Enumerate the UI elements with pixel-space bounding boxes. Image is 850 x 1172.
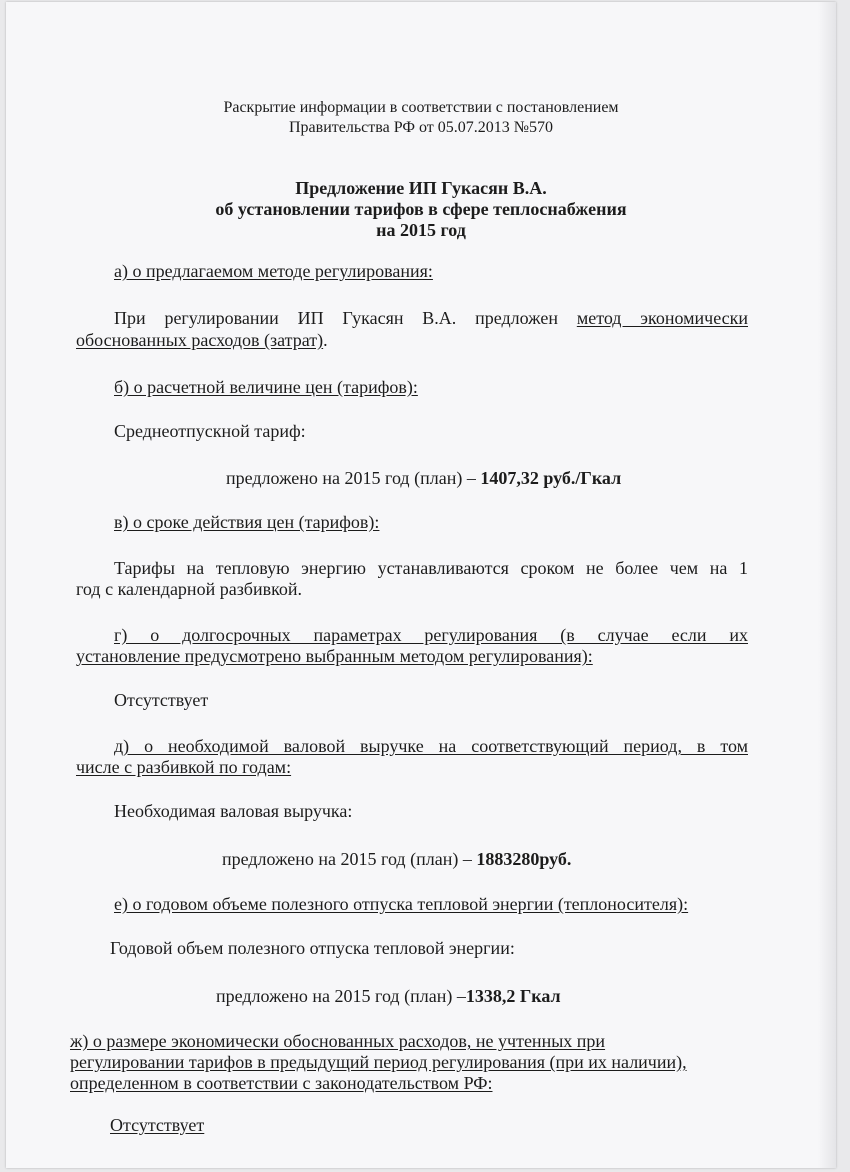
section-zh-heading-line-2: регулировании тарифов в предыдущий период регулирования (при их наличии), [70, 1052, 687, 1072]
header-line-1: Раскрытие информации в соответствии с постановлением [223, 99, 619, 116]
section-d-heading-line-1: д) о необходимой валовой выручке на соответствующий период, в том [114, 736, 748, 756]
section-v-text-line-1: Тарифы на тепловую энергию устанавливаются сроком не более чем на 1 [114, 558, 748, 578]
page-edge-shadow [818, 2, 836, 1168]
volume-value: 1338,2 Гкал [465, 986, 561, 1006]
section-d-label: Необходимая валовая выручка: [114, 801, 353, 821]
section-a-method: метод экономически [576, 308, 748, 328]
section-a-heading: а) о предлагаемом методе регулирования: [114, 261, 433, 281]
tariff-value: 1407,32 руб./Гкал [480, 468, 622, 488]
section-a-text-line-2 [76, 329, 328, 351]
section-b-value-prefix: предложено на 2015 год (план) – [226, 468, 481, 488]
header-line-2: Правительства РФ от 05.07.2013 №570 [289, 119, 553, 136]
section-e-heading: е) о годовом объеме полезного отпуска тепловой энергии (теплоносителя): [114, 894, 689, 914]
section-v-heading: в) о сроке действия цен (тарифов): [114, 512, 380, 532]
section-a-method-cont: обоснованных расходов (затрат) [76, 330, 324, 350]
section-e-value-prefix: предложено на 2015 год (план) – [216, 986, 466, 1006]
section-g-heading-line-1: г) о долгосрочных параметрах регулирования (в случае если их [114, 625, 748, 645]
title-line-3: на 2015 год [376, 220, 466, 240]
section-e-value-line [216, 985, 561, 1007]
section-b-heading: б) о расчетной величине цен (тарифов): [114, 377, 418, 397]
section-g-heading-line-2: установление предусмотрено выбранным методом регулирования): [76, 646, 593, 666]
section-a-text: При регулировании ИП Гукасян В.А. предложен [114, 308, 577, 328]
section-zh-text: Отсутствует [110, 1115, 205, 1135]
title-line-2: об установлении тарифов в сфере теплоснабжения [215, 199, 627, 219]
section-d-value-prefix: предложено на 2015 год (план) – [222, 849, 477, 869]
section-g-text: Отсутствует [114, 690, 209, 710]
section-a-text-line-1 [76, 307, 748, 329]
section-d-heading-line-2: числе с разбивкой по годам: [76, 757, 292, 777]
section-b-label: Среднеотпускной тариф: [114, 421, 306, 441]
revenue-value: 1883280руб. [476, 849, 572, 869]
section-b-value-line [226, 467, 621, 489]
section-e-label: Годовой объем полезного отпуска тепловой энергии: [110, 938, 515, 958]
document-page [6, 2, 836, 1168]
section-d-value-line [222, 848, 571, 870]
section-zh-heading-line-1: ж) о размере экономически обоснованных расходов, не учтенных при [70, 1031, 606, 1051]
title-line-1: Предложение ИП Гукасян В.А. [295, 178, 547, 198]
section-a-period: . [323, 330, 328, 350]
section-v-text-line-2: год с календарной разбивкой. [76, 579, 303, 599]
section-zh-heading-line-3: определенном в соответствии с законодательством РФ: [70, 1073, 493, 1093]
